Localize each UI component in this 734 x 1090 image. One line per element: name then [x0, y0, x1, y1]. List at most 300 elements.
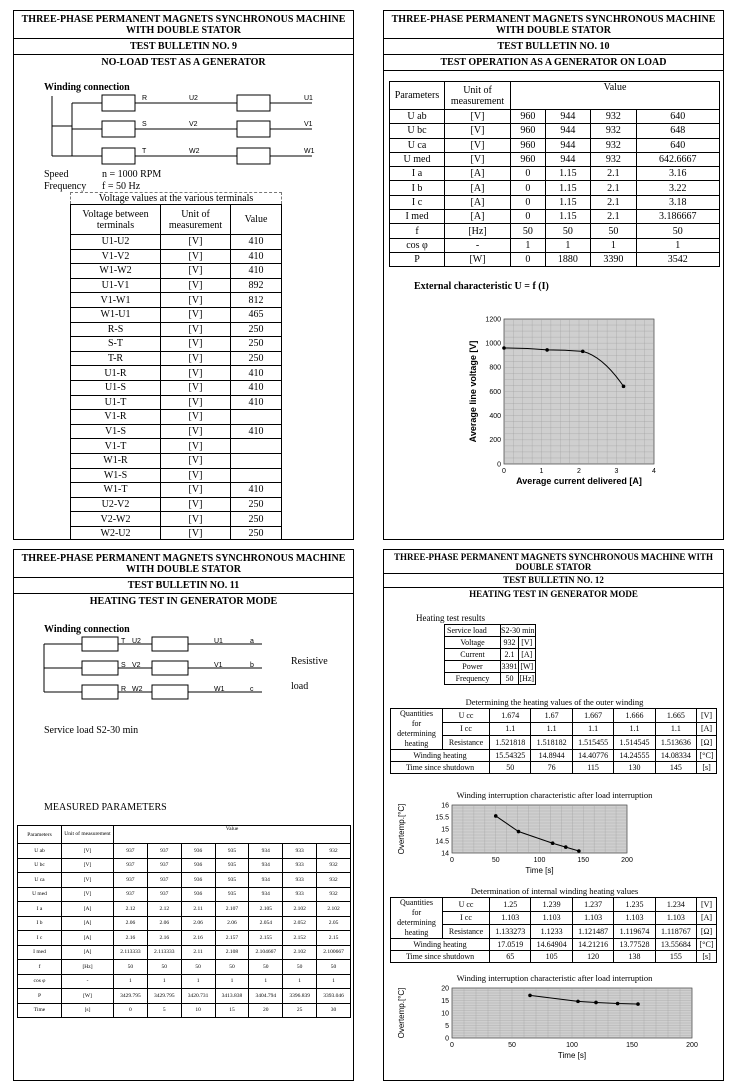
table-row — [391, 750, 717, 762]
table-cell: 3420.731 — [181, 989, 215, 1004]
table-cell: 1.25 — [490, 898, 531, 912]
table-row — [391, 951, 717, 963]
table-cell: 3.22 — [636, 181, 719, 195]
table-cell: 937 — [147, 858, 181, 873]
table-cell: 3404.794 — [249, 989, 283, 1004]
heating-results-table — [444, 624, 536, 685]
table-cell: 25 — [283, 1003, 317, 1018]
data-point — [551, 841, 555, 845]
table-row — [71, 337, 282, 352]
table-cell: 944 — [545, 138, 590, 152]
bulletin-10-title: THREE-PHASE PERMANENT MAGNETS SYNCHRONOUS MACHINE WITH DOUBLE STATOR — [384, 11, 723, 39]
data-point — [636, 1002, 640, 1006]
table-cell: 410 — [231, 235, 282, 250]
table-row — [445, 673, 536, 685]
table-cell: 2.105 — [249, 902, 283, 917]
table-cell: [s] — [62, 1003, 114, 1018]
table-cell: 1.518182 — [531, 736, 572, 750]
table-cell: 1.15 — [545, 195, 590, 209]
table-cell: 2.06 — [114, 916, 148, 931]
phase-left-1: S — [142, 121, 147, 128]
outer-winding-title: Determining the heating values of the outer winding — [465, 697, 644, 707]
table-cell: 2.05 — [317, 916, 351, 931]
table-cell: 155 — [655, 951, 696, 963]
table-cell: [V] — [161, 264, 231, 279]
table-row — [390, 167, 720, 181]
table-row — [18, 960, 351, 975]
speed-value: n = 1000 RPM — [102, 169, 162, 180]
table-cell: 1.1 — [655, 722, 696, 736]
data-point — [594, 1001, 598, 1005]
table-cell: 50 — [636, 224, 719, 238]
table-cell: 14.64904 — [531, 939, 572, 951]
table-row — [71, 468, 282, 483]
table-row — [71, 249, 282, 264]
table-cell: U ca — [18, 873, 62, 888]
x-tick-label: 0 — [450, 1042, 454, 1049]
table-cell: 960 — [511, 138, 546, 152]
table-cell: 3.16 — [636, 167, 719, 181]
table-cell: 2.16 — [114, 931, 148, 946]
table-cell: 15 — [215, 1003, 249, 1018]
table-cell: 2.104667 — [249, 945, 283, 960]
table-cell: 2.100667 — [317, 945, 351, 960]
table-row — [18, 931, 351, 946]
table-cell: 944 — [545, 124, 590, 138]
measured-parameters-table — [17, 825, 351, 1018]
table-cell: 2.152 — [283, 931, 317, 946]
table-cell: 1 — [114, 974, 148, 989]
table-cell: 936 — [181, 844, 215, 859]
table-cell: 2.06 — [181, 916, 215, 931]
table-row — [18, 858, 351, 873]
table-cell: 1.15 — [545, 181, 590, 195]
table-cell: 115 — [572, 762, 613, 774]
table-cell: 50 — [283, 960, 317, 975]
table-cell: 3429.795 — [114, 989, 148, 1004]
table-cell: 410 — [231, 366, 282, 381]
table-cell: 50 — [249, 960, 283, 975]
table-cell: [V] — [161, 497, 231, 512]
external-characteristic-chart — [444, 299, 664, 489]
table-cell: 3542 — [636, 252, 719, 266]
table-cell: 934 — [249, 844, 283, 859]
table-cell: 1.1233 — [531, 925, 572, 939]
table-cell: 1.1 — [490, 722, 531, 736]
table-cell: 2.107 — [215, 902, 249, 917]
winding-connection-label: Winding connection — [44, 624, 130, 635]
table-cell: Resistance — [443, 736, 490, 750]
table-cell: 2.1 — [591, 167, 636, 181]
phase-left-2: R — [121, 686, 127, 693]
table-cell: U ca — [390, 138, 445, 152]
y-tick-label: 200 — [489, 437, 501, 445]
table-cell: [s] — [697, 762, 717, 774]
table-cell: 960 — [511, 152, 546, 166]
table-cell: 1.514545 — [614, 736, 655, 750]
table-cell: 932 — [317, 887, 351, 902]
heating-results-title: Heating test results — [416, 613, 485, 623]
table-cell: 50 — [511, 224, 546, 238]
table-cell: [A] — [445, 167, 511, 181]
table-row — [391, 939, 717, 951]
table-row — [391, 898, 717, 912]
table-cell: [A] — [62, 945, 114, 960]
table-cell: 2.102 — [283, 902, 317, 917]
table-cell: W1-U1 — [71, 307, 161, 322]
x-tick-label: 4 — [652, 468, 656, 475]
table-cell: V1-S — [71, 424, 161, 439]
table-cell: 1.103 — [572, 911, 613, 925]
table-cell: I a — [390, 167, 445, 181]
bulletin-12-number: TEST BULLETIN NO. 12 — [384, 574, 723, 588]
table-cell: 2.16 — [181, 931, 215, 946]
bulletin-11-title: THREE-PHASE PERMANENT MAGNETS SYNCHRONOUS MACHINE WITH DOUBLE STATOR — [14, 550, 353, 578]
table-row — [445, 661, 536, 673]
table-cell: 932 — [317, 858, 351, 873]
table-cell: 15.54325 — [490, 750, 531, 762]
table-cell: 20 — [249, 1003, 283, 1018]
table-cell: S-T — [71, 337, 161, 352]
x-tick-label: 100 — [566, 1042, 578, 1049]
table-cell: 960 — [511, 124, 546, 138]
bulletin-11-test-name: HEATING TEST IN GENERATOR MODE — [89, 596, 278, 607]
table-cell: 1.1 — [531, 722, 572, 736]
table-cell: [V] — [161, 249, 231, 264]
data-point — [577, 849, 581, 853]
table-cell: [A] — [445, 181, 511, 195]
table-cell: U1-S — [71, 380, 161, 395]
bulletin-12-test-name: HEATING TEST IN GENERATOR MODE — [469, 589, 638, 599]
table-cell: 250 — [231, 337, 282, 352]
table-row — [390, 181, 720, 195]
table-cell: 17.0519 — [490, 939, 531, 951]
y-axis-label: Overtemp.[°C] — [397, 803, 406, 855]
phase-right-1: V1 — [214, 662, 223, 669]
table-cell: 2.052 — [283, 916, 317, 931]
table-cell: Current — [445, 649, 501, 661]
table-row — [390, 138, 720, 152]
table-cell: 14.21216 — [572, 939, 613, 951]
table-cell: [V] — [445, 152, 511, 166]
winding-diagram — [42, 91, 342, 181]
table-cell: 105 — [531, 951, 572, 963]
table-cell: 76 — [531, 762, 572, 774]
table-cell: [V] — [518, 637, 535, 649]
table-cell: 934 — [249, 873, 283, 888]
table-cell: [V] — [161, 424, 231, 439]
table-cell: U1-V1 — [71, 278, 161, 293]
data-point — [622, 385, 626, 389]
table-cell: [V] — [697, 709, 717, 723]
y-tick-label: 5 — [445, 1022, 449, 1030]
table-cell: 50 — [545, 224, 590, 238]
table-row — [71, 278, 282, 293]
table-cell: 812 — [231, 293, 282, 308]
table-cell: 2.1 — [591, 181, 636, 195]
y-tick-label: 15 — [441, 997, 449, 1005]
table-cell: U1-U2 — [71, 235, 161, 250]
table-row — [18, 989, 351, 1004]
x-tick-label: 0 — [502, 468, 506, 475]
table-cell: I c — [18, 931, 62, 946]
x-tick-label: 150 — [577, 857, 590, 864]
table-cell: 932 — [591, 152, 636, 166]
quantities-cell: Quantities for determining heating — [391, 898, 443, 939]
table-cell: 250 — [231, 526, 282, 540]
table-row — [71, 453, 282, 468]
phase-right-1: V1 — [304, 121, 313, 128]
data-point — [494, 814, 498, 818]
table-cell: 936 — [181, 873, 215, 888]
table-cell: 937 — [147, 887, 181, 902]
table-cell: 935 — [215, 844, 249, 859]
table-cell: 2.1 — [591, 210, 636, 224]
table-cell: [A] — [62, 916, 114, 931]
phase-right-0: U1 — [304, 95, 313, 102]
table-cell: [V] — [161, 351, 231, 366]
table-cell: [V] — [161, 468, 231, 483]
table-cell: 1.15 — [545, 167, 590, 181]
phase-left-0: T — [121, 638, 126, 645]
table-cell: [A] — [518, 649, 535, 661]
table-cell: 50 — [501, 673, 519, 685]
table-cell: U cc — [443, 709, 490, 723]
table-cell: 0 — [114, 1003, 148, 1018]
table-cell: 960 — [511, 110, 546, 124]
table-row — [18, 945, 351, 960]
phase-mid-1: V2 — [189, 121, 198, 128]
table-cell: [V] — [161, 380, 231, 395]
table-row — [18, 916, 351, 931]
table-cell: 944 — [545, 152, 590, 166]
inner-winding-title: Determination of internal winding heating values — [470, 886, 639, 896]
table-cell: 936 — [181, 887, 215, 902]
table-cell: [V] — [161, 512, 231, 527]
table-cell: - — [445, 238, 511, 252]
outer-winding-table — [390, 708, 717, 774]
table-cell: [V] — [445, 138, 511, 152]
table-cell: 50 — [317, 960, 351, 975]
table-cell: 1 — [249, 974, 283, 989]
table-cell: 1.235 — [614, 898, 655, 912]
table-cell: 2.102 — [283, 945, 317, 960]
table-cell: [V] — [161, 337, 231, 352]
table-cell: 1 — [545, 238, 590, 252]
table-cell: 1.237 — [572, 898, 613, 912]
table-cell: 1.1 — [572, 722, 613, 736]
table-row — [71, 293, 282, 308]
table-row — [390, 124, 720, 138]
heating-winding-diagram — [42, 634, 282, 704]
bulletin-9-title: THREE-PHASE PERMANENT MAGNETS SYNCHRONOUS MACHINE WITH DOUBLE STATOR — [14, 11, 353, 39]
table-cell: 932 — [317, 844, 351, 859]
table-cell: U med — [390, 152, 445, 166]
table-cell: [V] — [62, 844, 114, 859]
table-cell: 1 — [511, 238, 546, 252]
col-header: Unit of measurement — [62, 826, 114, 844]
table-cell: 50 — [490, 762, 531, 774]
table-cell: U1-R — [71, 366, 161, 381]
table-cell: 937 — [114, 858, 148, 873]
table-row — [18, 887, 351, 902]
y-tick-label: 14.5 — [435, 838, 449, 846]
table-cell: 2.15 — [317, 931, 351, 946]
voltage-table-caption: Voltage values at the various terminals — [70, 192, 282, 204]
table-cell: Time since shutdown — [391, 762, 490, 774]
table-cell: 2.11 — [181, 902, 215, 917]
table-row — [390, 252, 720, 266]
table-cell: U2-V2 — [71, 497, 161, 512]
table-cell: I b — [390, 181, 445, 195]
table-cell: 2.1 — [591, 195, 636, 209]
table-row — [71, 526, 282, 540]
table-cell: f — [18, 960, 62, 975]
table-cell: [V] — [161, 235, 231, 250]
data-point — [581, 350, 585, 354]
table-cell: Time — [18, 1003, 62, 1018]
table-cell: 1.103 — [655, 911, 696, 925]
table-cell: 937 — [147, 873, 181, 888]
table-cell: 3393.046 — [317, 989, 351, 1004]
col-header: Value — [511, 82, 720, 110]
x-tick-label: 150 — [626, 1042, 638, 1049]
col-header: Value — [231, 205, 282, 235]
table-cell: 1.121487 — [572, 925, 613, 939]
table-cell: 1.515455 — [572, 736, 613, 750]
y-tick-label: 16 — [441, 802, 449, 810]
col-header: Value — [114, 826, 351, 844]
table-cell: 932 — [501, 637, 519, 649]
table-cell: 250 — [231, 497, 282, 512]
table-cell: 10 — [181, 1003, 215, 1018]
table-row — [445, 649, 536, 661]
phase-left-1: S — [121, 662, 126, 669]
table-cell: 3391 — [501, 662, 518, 671]
table-cell — [231, 453, 282, 468]
table-row — [71, 512, 282, 527]
table-cell: Winding heating — [391, 750, 490, 762]
x-tick-label: 1 — [539, 468, 544, 475]
table-row — [71, 395, 282, 410]
table-cell: 14.40776 — [572, 750, 613, 762]
table-cell: 934 — [249, 887, 283, 902]
phase-mid-0: U2 — [189, 95, 198, 102]
table-cell: 937 — [114, 887, 148, 902]
table-cell: 1.103 — [490, 911, 531, 925]
table-cell: [V] — [161, 395, 231, 410]
table-cell: 2.12 — [147, 902, 181, 917]
bulletin-9-number: TEST BULLETIN NO. 9 — [14, 39, 353, 55]
x-tick-label: 0 — [450, 857, 454, 864]
table-cell: 3396.839 — [283, 989, 317, 1004]
table-cell: 1.103 — [614, 911, 655, 925]
x-tick-label: 50 — [508, 1042, 516, 1049]
data-point — [517, 830, 521, 834]
table-cell: 2.157 — [215, 931, 249, 946]
external-characteristic-title: External characteristic U = f (I) — [414, 281, 549, 292]
table-cell: 640 — [636, 110, 719, 124]
table-cell: T-R — [71, 351, 161, 366]
table-cell: [W] — [520, 662, 534, 671]
chart2-title: Winding interruption characteristic after load interruption — [456, 790, 653, 800]
table-cell: 642.6667 — [636, 152, 719, 166]
table-cell: [s] — [697, 951, 717, 963]
phase-right-0: U1 — [214, 638, 223, 645]
phase-mid-2: W2 — [132, 686, 143, 693]
x-tick-label: 100 — [533, 857, 546, 864]
x-axis-label: Time [s] — [557, 1051, 587, 1060]
inner-winding-table — [390, 897, 717, 963]
table-cell: 13.77528 — [614, 939, 655, 951]
table-cell: U bc — [390, 124, 445, 138]
table-cell: 1 — [215, 974, 249, 989]
frequency-value: f = 50 Hz — [102, 181, 141, 192]
table-cell: 932 — [591, 138, 636, 152]
table-cell: 250 — [231, 512, 282, 527]
table-cell: 14.8944 — [531, 750, 572, 762]
col-header: Unit of measurement — [445, 82, 511, 110]
table-cell: 1.667 — [572, 709, 613, 723]
table-cell: 410 — [231, 395, 282, 410]
table-row — [390, 238, 720, 252]
table-cell: 138 — [614, 951, 655, 963]
service-load-cell: Service load — [445, 625, 501, 637]
table-cell: 937 — [114, 873, 148, 888]
table-cell: U cc — [443, 898, 490, 912]
table-cell: [Ω] — [697, 736, 717, 750]
table-cell: [A] — [697, 722, 717, 736]
phase-end-1: b — [250, 662, 254, 669]
table-row — [18, 873, 351, 888]
table-cell: 1.513636 — [655, 736, 696, 750]
y-tick-label: 1000 — [485, 340, 501, 348]
table-cell: [°C] — [697, 939, 717, 951]
x-axis-label: Average current delivered [A] — [516, 476, 642, 486]
table-cell: 2.12 — [114, 902, 148, 917]
col-header: Voltage between terminals — [71, 205, 161, 235]
table-cell: 944 — [545, 110, 590, 124]
table-cell: Winding heating — [391, 939, 490, 951]
table-cell: 3.18 — [636, 195, 719, 209]
measured-parameters-title: MEASURED PARAMETERS — [44, 802, 167, 813]
y-tick-label: 600 — [489, 388, 501, 396]
table-cell: [V] — [161, 366, 231, 381]
table-cell: 2.155 — [249, 931, 283, 946]
table-cell: [V] — [445, 124, 511, 138]
table-cell: 1 — [636, 238, 719, 252]
table-cell: 2.1 — [501, 649, 519, 661]
table-cell: [W] — [62, 989, 114, 1004]
y-tick-label: 14 — [441, 850, 449, 858]
table-cell: 933 — [283, 887, 317, 902]
y-tick-label: 0 — [497, 461, 501, 469]
table-cell: I cc — [443, 722, 490, 736]
table-row — [71, 497, 282, 512]
x-axis-label: Time [s] — [525, 866, 554, 875]
table-cell: 2.06 — [215, 916, 249, 931]
table-cell: [W] — [445, 252, 511, 266]
col-header: Parameters — [390, 82, 445, 110]
table-cell: 30 — [317, 1003, 351, 1018]
table-cell: 1 — [181, 974, 215, 989]
table-row — [71, 322, 282, 337]
table-cell: [V] — [161, 410, 231, 425]
table-cell: [A] — [62, 902, 114, 917]
table-cell: 145 — [655, 762, 696, 774]
bulletin-11-number: TEST BULLETIN NO. 11 — [14, 578, 353, 594]
table-row — [18, 1003, 351, 1018]
